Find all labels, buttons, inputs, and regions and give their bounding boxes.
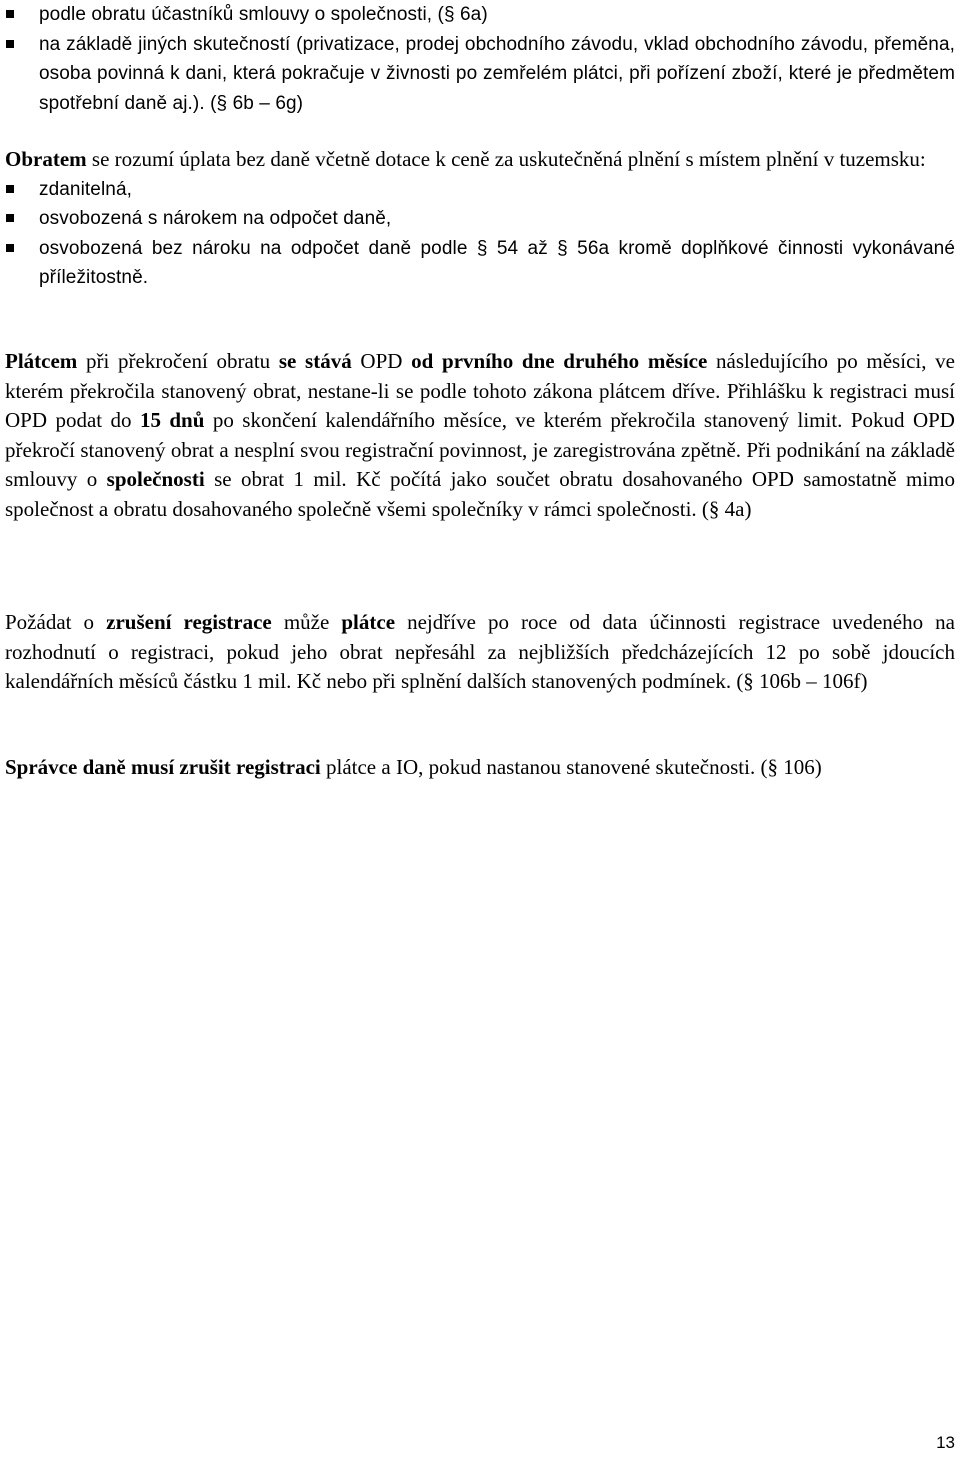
bold-span: se stává <box>278 349 352 373</box>
text-span: po skončení kalendářního měsíce, ve kterém překročila stanovený limit. Pokud OPD překročí stanovený obrat a nesplní svou registrační povinnost, je zaregistrována zpětně. Při podnikání na základě smlouvy o <box>5 408 955 491</box>
text-span: nejdříve po roce od data účinnosti registrace uvedeného na rozhodnutí o registraci, pokud jeho obrat nepřesáhl za nejbližších předcházejících 12 po sobě jdoucích kalendářních měsíců částku 1 mil. Kč nebo při splnění dalších stanovených podmínek. (§ 106b – 106f) <box>5 610 955 693</box>
list-item-text: osvobozená s nárokem na odpočet daně, <box>39 208 392 229</box>
zruseni-paragraph <box>5 608 955 697</box>
text-span: může <box>271 610 342 634</box>
zruseni-section <box>5 608 955 697</box>
text-span: následujícího po měsíci, ve kterém překročila stanovený obrat, nestane-li se podle tohoto zákona plátcem dříve. Přihlášku k registraci musí OPD podat do <box>5 349 955 432</box>
text-span: se obrat 1 mil. Kč počítá jako součet obratu dosahovaného OPD samostatně mimo společnost a obratu dosahovaného společně všemi společníky v rámci společnosti. (§ 4a) <box>5 467 956 521</box>
list-item-text: zdanitelná, <box>39 178 133 200</box>
top-bullet-list-section <box>5 0 955 118</box>
platce-paragraph <box>5 347 955 524</box>
text-span: plátce a IO, pokud nastanou stanovené skutečnosti. (§ 106) <box>320 755 822 779</box>
square-bullet-icon <box>6 214 14 222</box>
obrat-term: Obratem <box>5 147 87 171</box>
obrat-text: se rozumí úplata bez daně včetně dotace k ceně za uskutečněná plnění s místem plnění v tuzemsku: <box>86 147 926 171</box>
platce-section <box>5 347 955 524</box>
square-bullet-icon <box>6 10 14 18</box>
top-bullet-list <box>5 0 955 118</box>
list-item-text: podle obratu účastníků smlouvy o společnosti, (§ 6a) <box>39 4 488 25</box>
platce-term: Plátcem <box>5 349 78 373</box>
bold-span: od prvního dne druhého měsíce <box>411 349 708 373</box>
square-bullet-icon <box>6 244 14 252</box>
square-bullet-icon <box>6 40 14 48</box>
spravce-section <box>5 753 955 783</box>
spravce-paragraph <box>5 753 955 783</box>
text-span: při překročení obratu <box>77 349 279 373</box>
list-item <box>5 204 955 234</box>
text-span: Požádat o <box>5 610 107 634</box>
list-item-text: na základě jiných skutečností (privatizace, prodej obchodního závodu, vklad obchodního závodu, přeměna, osoba povinná k dani, která pokračuje v živnosti po zemřelém plátci, při pořízení zboží, které je předmětem spotřební daně aj.). (§ 6b – 6g) <box>39 33 955 114</box>
obrat-paragraph <box>5 145 955 175</box>
bold-span: plátce <box>341 610 396 634</box>
bold-span: společnosti <box>106 467 205 491</box>
bold-span: Správce daně musí zrušit registraci <box>5 755 321 779</box>
page-number: 13 <box>936 1433 955 1452</box>
list-item <box>5 234 955 293</box>
bold-span: zrušení registrace <box>106 610 272 634</box>
list-item <box>5 0 955 30</box>
obrat-section <box>5 145 955 293</box>
list-item-text: osvobozená bez nároku na odpočet daně podle § 54 až § 56a kromě doplňkové činnosti vykonávané příležitostně. <box>39 237 955 288</box>
list-item <box>5 30 955 119</box>
list-item <box>5 175 955 205</box>
square-bullet-icon <box>6 185 14 193</box>
text-span: OPD <box>351 349 412 373</box>
bold-span: 15 dnů <box>139 408 205 432</box>
obrat-bullet-list <box>5 175 955 293</box>
